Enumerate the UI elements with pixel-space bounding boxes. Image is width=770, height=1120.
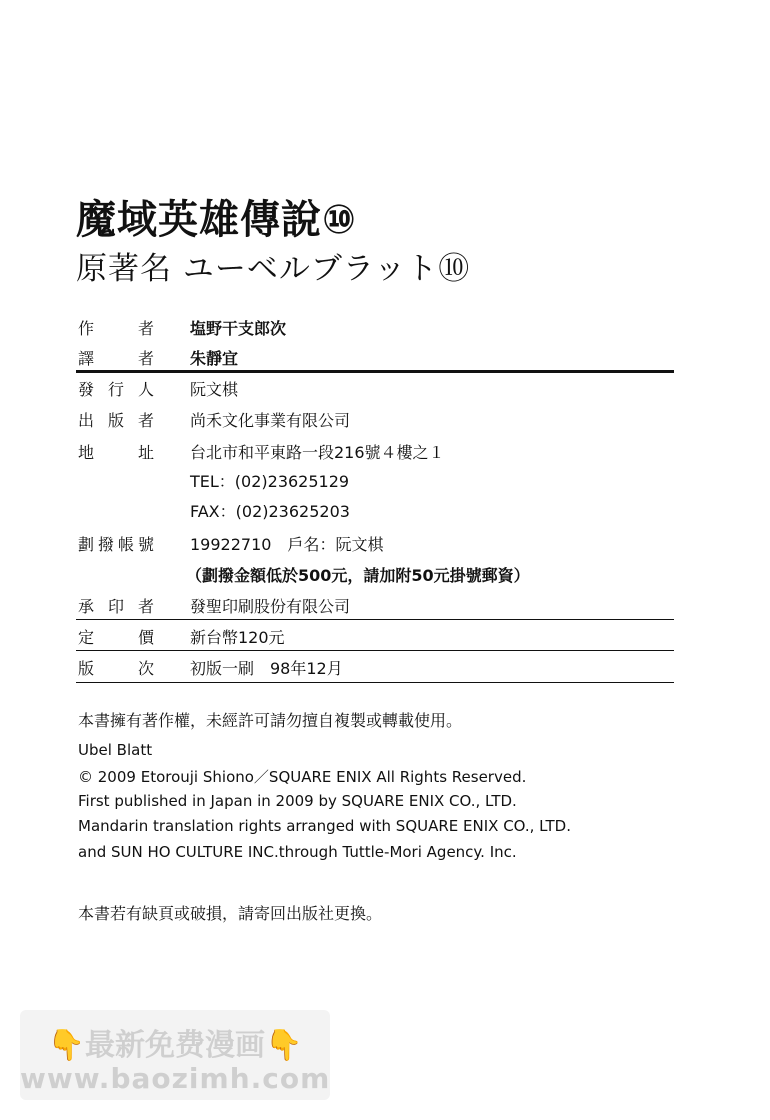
divider-thick xyxy=(76,370,674,373)
credit-value: 台北市和平東路一段216號４樓之１ xyxy=(190,443,445,462)
credit-label: 承印者 xyxy=(78,597,154,616)
credit-value: 朱靜宜 xyxy=(190,349,239,368)
credit-label: 發行人 xyxy=(78,380,154,399)
credit-value: 發聖印刷股份有限公司 xyxy=(190,597,351,616)
credit-value: 初版一刷 98年12月 xyxy=(190,659,343,678)
address-tel: TEL：(02)23625129 xyxy=(190,472,350,491)
agency-line: and SUN HO CULTURE INC.through Tuttle-Mori Agency. Inc. xyxy=(78,843,517,861)
replacement-notice: 本書若有缺頁或破損，請寄回出版社更換。 xyxy=(78,904,383,923)
credit-label: 劃撥帳號 xyxy=(78,535,154,554)
first-published: First published in Japan in 2009 by SQUARE ENIX CO., LTD. xyxy=(78,792,517,810)
original-title: 原著名 ユーベルブラット⑩ xyxy=(76,251,471,287)
credit-label: 出版者 xyxy=(78,411,154,430)
book-title: 魔域英雄傳說⑩ xyxy=(76,197,357,243)
divider-thin xyxy=(76,619,674,620)
credit-value: 塩野干支郎次 xyxy=(190,319,287,338)
credit-value: 新台幣120元 xyxy=(190,628,285,647)
divider-thin xyxy=(76,682,674,683)
watermark-url: www.baozimh.com xyxy=(20,1062,331,1095)
credit-label: 地 址 xyxy=(78,443,154,462)
credit-label: 作 者 xyxy=(78,319,154,338)
copyright-notice: 本書擁有著作權，未經許可請勿擅自複製或轉載使用。 xyxy=(78,711,463,730)
watermark-banner[interactable] xyxy=(20,1010,330,1100)
credit-value: 19922710 戶名：阮文棋 xyxy=(190,535,384,554)
address-fax: FAX：(02)23625203 xyxy=(190,502,350,521)
english-title: Ubel Blatt xyxy=(78,741,153,759)
credit-label: 定 價 xyxy=(78,628,154,647)
credit-value: 阮文棋 xyxy=(190,380,239,399)
credit-label: 版 次 xyxy=(78,659,154,678)
translation-rights: Mandarin translation rights arranged with SQUARE ENIX CO., LTD. xyxy=(78,817,571,835)
credit-value: 尚禾文化事業有限公司 xyxy=(190,411,351,430)
credit-label: 譯 者 xyxy=(78,349,154,368)
watermark-text: 👇最新免费漫画👇 xyxy=(47,1028,303,1063)
transfer-note: （劃撥金額低於500元，請加附50元掛號郵資） xyxy=(186,566,530,585)
divider-thin xyxy=(76,650,674,651)
copyright-english: © 2009 Etorouji Shiono／SQUARE ENIX All Rights Reserved. xyxy=(78,768,527,786)
